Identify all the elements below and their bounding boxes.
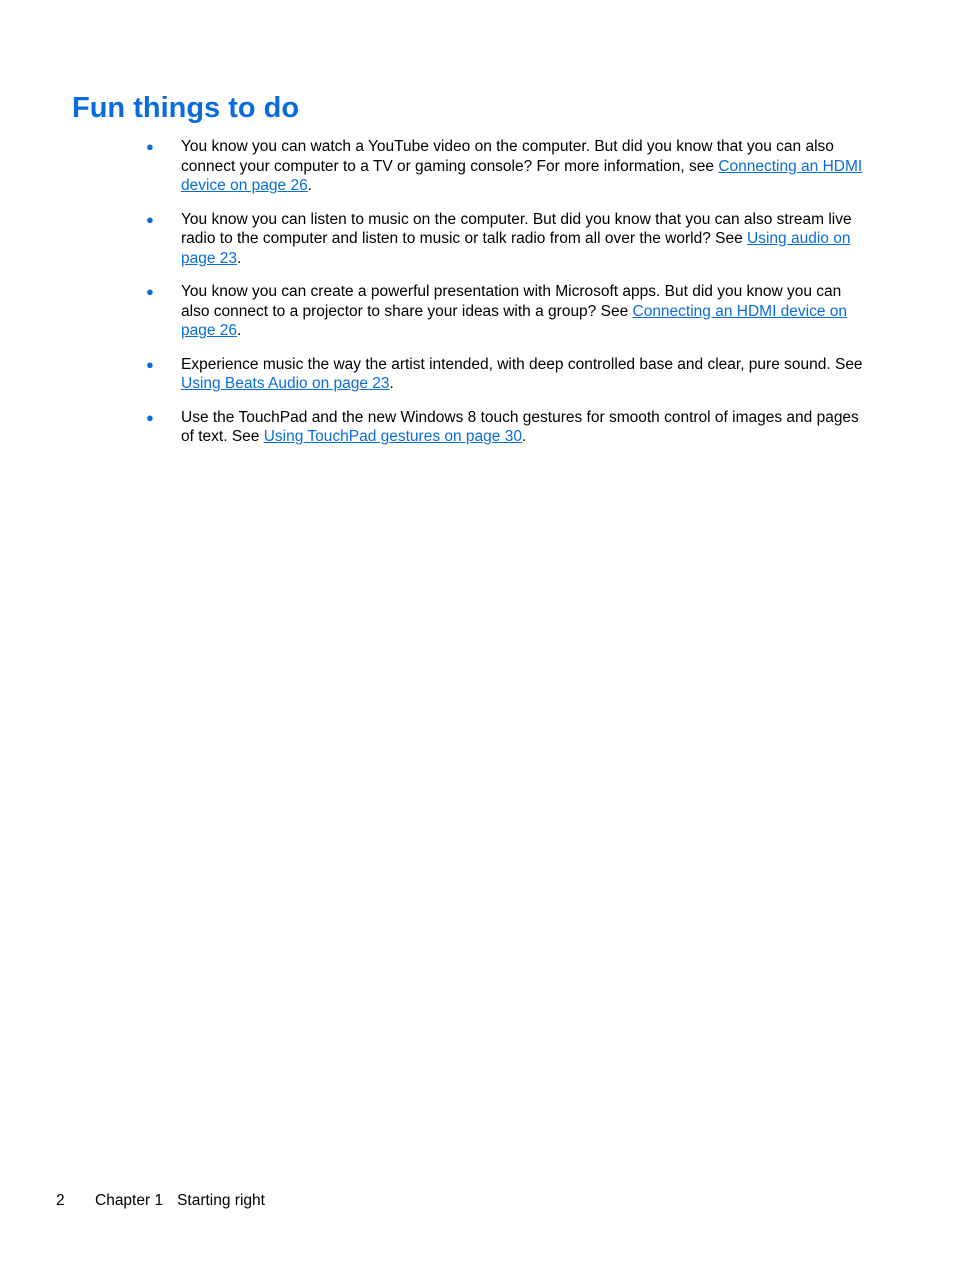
list-item-text bbox=[181, 408, 871, 447]
list-item-text bbox=[181, 355, 871, 394]
bullet-icon: ● bbox=[146, 211, 154, 227]
list-item-end: . bbox=[237, 249, 242, 267]
list-item bbox=[0, 355, 954, 394]
list-item bbox=[0, 408, 954, 447]
bullet-icon: ● bbox=[146, 139, 154, 154]
bullet-icon: ● bbox=[146, 356, 154, 372]
list-item-body: Use the TouchPad and the new Windows 8 touch gestures for smooth control of images and pages of text. See bbox=[181, 408, 859, 445]
list-item-text bbox=[181, 210, 871, 269]
list-item-text bbox=[181, 137, 871, 196]
list-item-body: You know you can listen to music on the computer. But did you know that you can also stream live radio to the computer and listen to music or talk radio from all over the world? See bbox=[181, 210, 852, 247]
fun-things-list bbox=[0, 137, 954, 461]
chapter-label: Chapter 1 bbox=[95, 1192, 164, 1209]
page-footer bbox=[56, 1191, 265, 1211]
link-connecting-hdmi-device[interactable]: Connecting an HDMI device on page 26 bbox=[181, 302, 848, 339]
bullet-icon: ● bbox=[146, 284, 154, 299]
list-item-body: You know you can watch a YouTube video on the computer. But did you know that you can also connect your computer to a TV or gaming console? For more information, see bbox=[181, 138, 834, 175]
list-item-body: Experience music the way the artist intended, with deep controlled base and clear, pure sound. See bbox=[181, 355, 863, 373]
chapter-title: Starting right bbox=[177, 1192, 265, 1209]
list-item-end: . bbox=[389, 375, 394, 392]
list-item-end: . bbox=[307, 177, 312, 194]
list-item-body: You know you can create a powerful presentation with Microsoft apps. But did you know you can also connect to a projector to share your ideas with a group? See bbox=[181, 283, 842, 320]
list-item bbox=[0, 282, 954, 341]
list-item-text bbox=[181, 282, 871, 341]
page-title: Fun things to do bbox=[72, 92, 300, 124]
list-item bbox=[0, 137, 954, 196]
link-using-audio[interactable]: Using audio on page 23 bbox=[181, 230, 851, 267]
bullet-icon: ● bbox=[146, 409, 154, 425]
list-item-end: . bbox=[237, 322, 242, 339]
page-number: 2 bbox=[56, 1192, 65, 1209]
link-using-touchpad-gestures[interactable]: Using TouchPad gestures on page 30 bbox=[263, 428, 522, 445]
list-item bbox=[0, 210, 954, 269]
link-connecting-hdmi[interactable]: Connecting an HDMI device on page 26 bbox=[181, 157, 863, 194]
list-item-end: . bbox=[521, 428, 527, 445]
link-using-beats-audio[interactable]: Using Beats Audio on page 23 bbox=[181, 375, 390, 392]
